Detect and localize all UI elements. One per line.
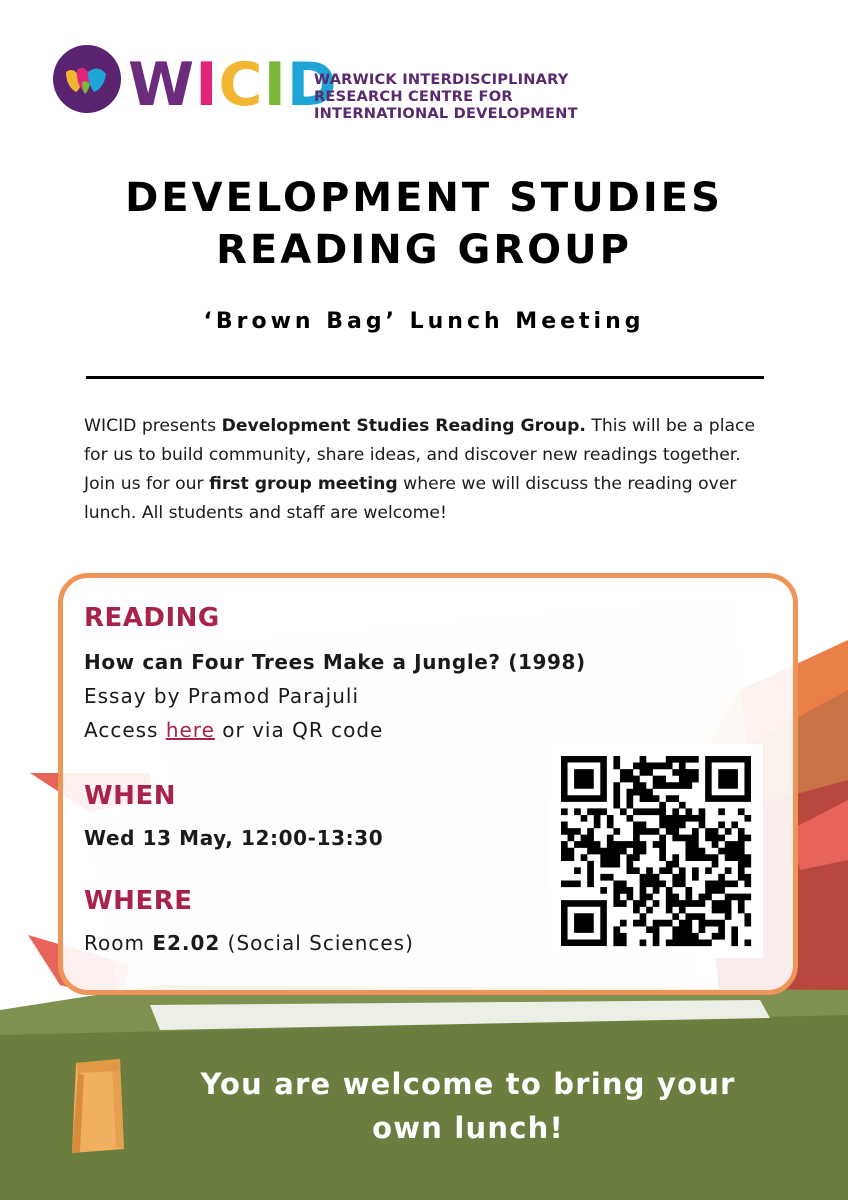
reading-heading: READING — [84, 603, 220, 633]
where-prefix: Room — [84, 931, 153, 955]
intro-bold-group-name: Development Studies Reading Group. — [221, 416, 586, 436]
logo-emblem-icon — [52, 44, 122, 114]
reading-title: How can Four Trees Make a Jungle? (1998) — [84, 650, 586, 674]
reading-author: Essay by Pramod Parajuli — [84, 684, 360, 708]
logo-name-line: WARWICK INTERDISCIPLINARY — [314, 71, 569, 88]
where-value — [84, 931, 414, 955]
logo-wordmark — [128, 50, 338, 120]
poster-subtitle: ‘Brown Bag’ Lunch Meeting — [203, 309, 645, 334]
logo-letter-w: W — [128, 50, 196, 120]
qr-code[interactable] — [549, 744, 763, 958]
qr-modules — [561, 756, 751, 946]
logo-name-line: INTERNATIONAL DEVELOPMENT — [314, 105, 578, 122]
logo-letter-d: D — [286, 50, 338, 120]
divider — [86, 376, 764, 379]
where-suffix: (Social Sciences) — [220, 931, 414, 955]
wicid-logo — [52, 44, 578, 130]
footer-line: You are welcome to bring your — [200, 1067, 736, 1101]
where-room: E2.02 — [152, 931, 221, 955]
when-heading: WHEN — [84, 781, 176, 811]
intro-paragraph — [84, 412, 774, 528]
title-line: DEVELOPMENT STUDIES — [125, 175, 723, 221]
intro-text: This will be a place for us to build community, share ideas, and discover new readings together. Join us for our — [84, 416, 756, 494]
access-suffix: or via QR code — [214, 718, 384, 742]
when-value: Wed 13 May, 12:00-13:30 — [84, 826, 384, 850]
logo-letter-i2: I — [263, 50, 287, 120]
poster-title — [0, 172, 848, 276]
logo-letter-i: I — [195, 50, 219, 120]
logo-full-name — [314, 71, 578, 122]
where-heading: WHERE — [84, 886, 193, 916]
access-prefix: Access — [84, 718, 166, 742]
reading-access — [84, 718, 383, 742]
logo-name-line: RESEARCH CENTRE FOR — [314, 88, 513, 105]
intro-text: WICID presents — [84, 416, 222, 436]
qr-code-icon — [549, 744, 763, 958]
logo-letter-c: C — [218, 50, 264, 120]
brown-bag-icon — [68, 1055, 128, 1155]
intro-text: where we will discuss the reading over lunch. All students and staff are welcome! — [84, 474, 737, 523]
footer-message — [158, 1062, 778, 1150]
reading-link[interactable]: here — [165, 718, 215, 742]
title-line: READING GROUP — [216, 227, 632, 273]
intro-bold-first-meeting: first group meeting — [209, 474, 398, 494]
footer-line: own lunch! — [372, 1111, 564, 1145]
